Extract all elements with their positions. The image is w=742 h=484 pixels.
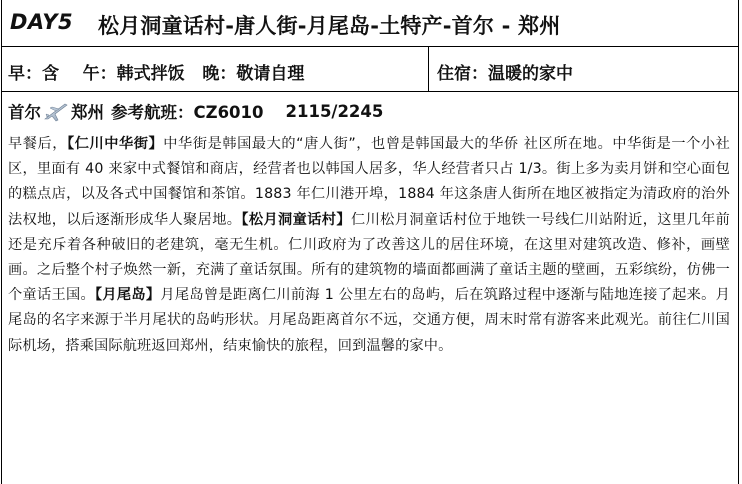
flight-info: [8, 99, 383, 123]
flight-times: 2115/2245: [285, 101, 384, 121]
description-intro: 早餐后，: [8, 136, 68, 152]
description-fairytale-village: 仁川松月洞童话村位于地铁一号线仁川站附近，这里几年前还是充斥着各种破旧的老建筑，毫无生机。仁川政府为了改善这儿的居住环境，在这里对建筑改造、修补，画壁画。之后整个村子焕然一新，充满了童话氛围。所有的建筑物的墙面都画满了童话主题的壁画，五彩缤纷，仿佛一个童话王国。: [8, 211, 730, 304]
day-title-row: [1, 0, 739, 47]
day-label: DAY5: [10, 10, 74, 34]
flight-label: 参考航班：CZ6010: [111, 103, 264, 122]
description-wolmido: 月尾岛曾是距离仁川前海 1 公里左右的岛屿，后在筑路过程中逐渐与陆地连接了起来。月尾岛的名字来源于半月尾状的岛屿形状。月尾岛距离首尔不远，交通方便，周末时常有游客来此观光。前往仁川国际机场，搭乘国际航班返回郑州，结束愉快的旅程，回到温馨的家中。: [8, 287, 731, 354]
accommodation-text: 住宿：温暖的家中: [437, 64, 573, 84]
airplane-icon: [43, 100, 69, 122]
highlight-fairytale-village: 【松月洞童话村】: [241, 211, 351, 228]
meals-cell: [2, 47, 429, 91]
meals-row: [1, 47, 739, 92]
highlight-chinatown: 【仁川中华街】: [67, 136, 164, 152]
day-detail-row: [1, 92, 739, 484]
description-chinatown: 中华街是韩国最大的“唐人街”，也曾是韩国最大的华侨 社区所在地。中华街是一个小社区，里面有 40 来家中式餐馆和商店，经营者也以韩国人居多，华人经营者只占 1/3。街上多为卖月饼和空心面包的糕点店，以及各式中国餐馆和茶馆。1883 年仁川港开埠，1884 年这条唐人街所在地区被指定为清政府的治外法权地，以后逐渐形成华人聚居地。: [8, 136, 730, 228]
meals-text: 早：含 午：韩式拌饭 晚：敬请自理: [8, 64, 305, 84]
flight-origin: 首尔: [8, 103, 41, 122]
flight-destination: 郑州: [71, 103, 104, 122]
day-description: [8, 132, 730, 359]
highlight-wolmido: 【月尾岛】: [95, 287, 161, 304]
route-title: 松月洞童话村-唐人街-月尾岛-土特产-首尔 - 郑州: [98, 14, 561, 38]
